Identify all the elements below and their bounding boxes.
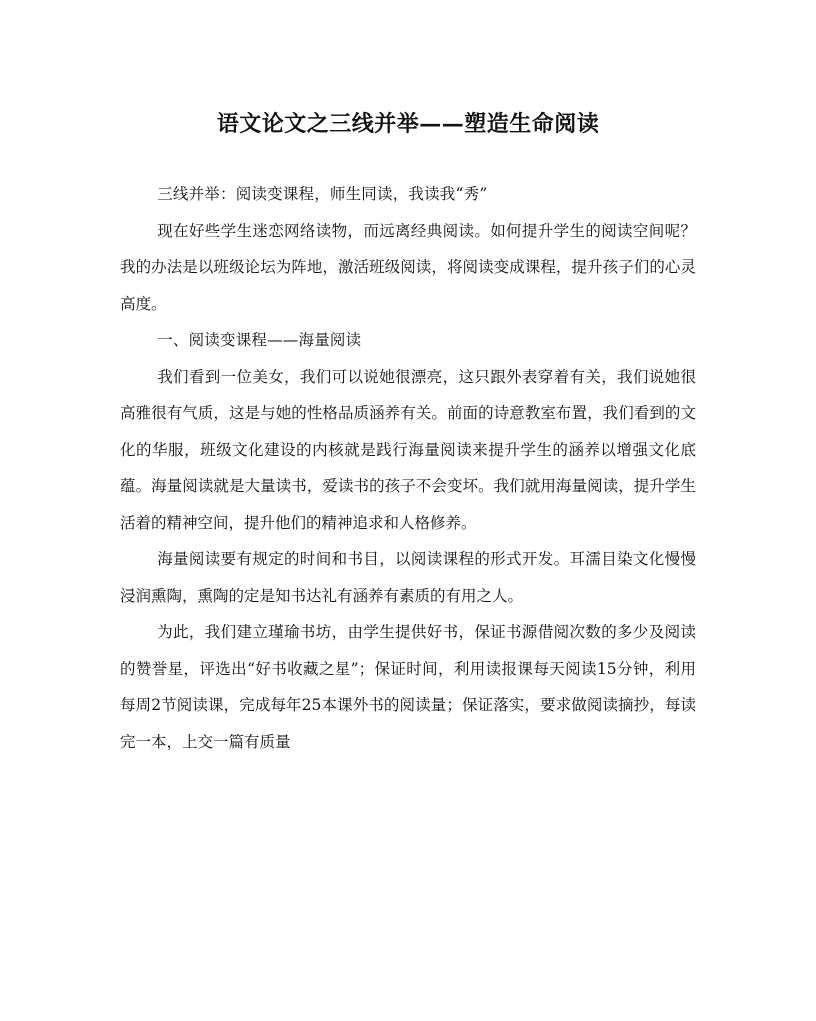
document-body <box>120 176 696 760</box>
body-paragraph: 我们看到一位美女，我们可以说她很漂亮，这只跟外表穿着有关，我们说她很高雅很有气质，这是与她的性格品质涵养有关。前面的诗意教室布置，我们看到的文化的华服，班级文化建设的内核就是践行海量阅读来提升学生的涵养以增强文化底蕴。海量阅读就是大量读书，爱读书的孩子不会变坏。我们就用海量阅读，提升学生活着的精神空间，提升他们的精神追求和人格修养。 <box>120 367 696 532</box>
body-paragraph: 现在好些学生迷恋网络读物，而远离经典阅读。如何提升学生的阅读空间呢？我的办法是以班级论坛为阵地，激活班级阅读，将阅读变成课程，提升孩子们的心灵高度。 <box>120 221 696 313</box>
document-title: 语文论文之三线并举——塑造生命阅读 <box>216 111 600 137</box>
body-paragraph: 海量阅读要有规定的时间和书目，以阅读课程的形式开发。耳濡目染文化慢慢浸润熏陶，熏陶的定是知书达礼有涵养有素质的有用之人。 <box>120 550 696 605</box>
subtitle-paragraph: 三线并举：阅读变课程，师生同读，我读我“秀” <box>157 185 488 203</box>
section-heading: 一、阅读变课程——海量阅读 <box>157 331 362 349</box>
body-paragraph: 为此，我们建立瑾瑜书坊，由学生提供好书，保证书源借阅次数的多少及阅读的赞誉星，评选出“好书收藏之星”；保证时间，利用读报课每天阅读15分钟，利用每周2节阅读课，完成每年25本课外书的阅读量；保证落实，要求做阅读摘抄，每读完一本，上交一篇有质量 <box>120 623 696 751</box>
